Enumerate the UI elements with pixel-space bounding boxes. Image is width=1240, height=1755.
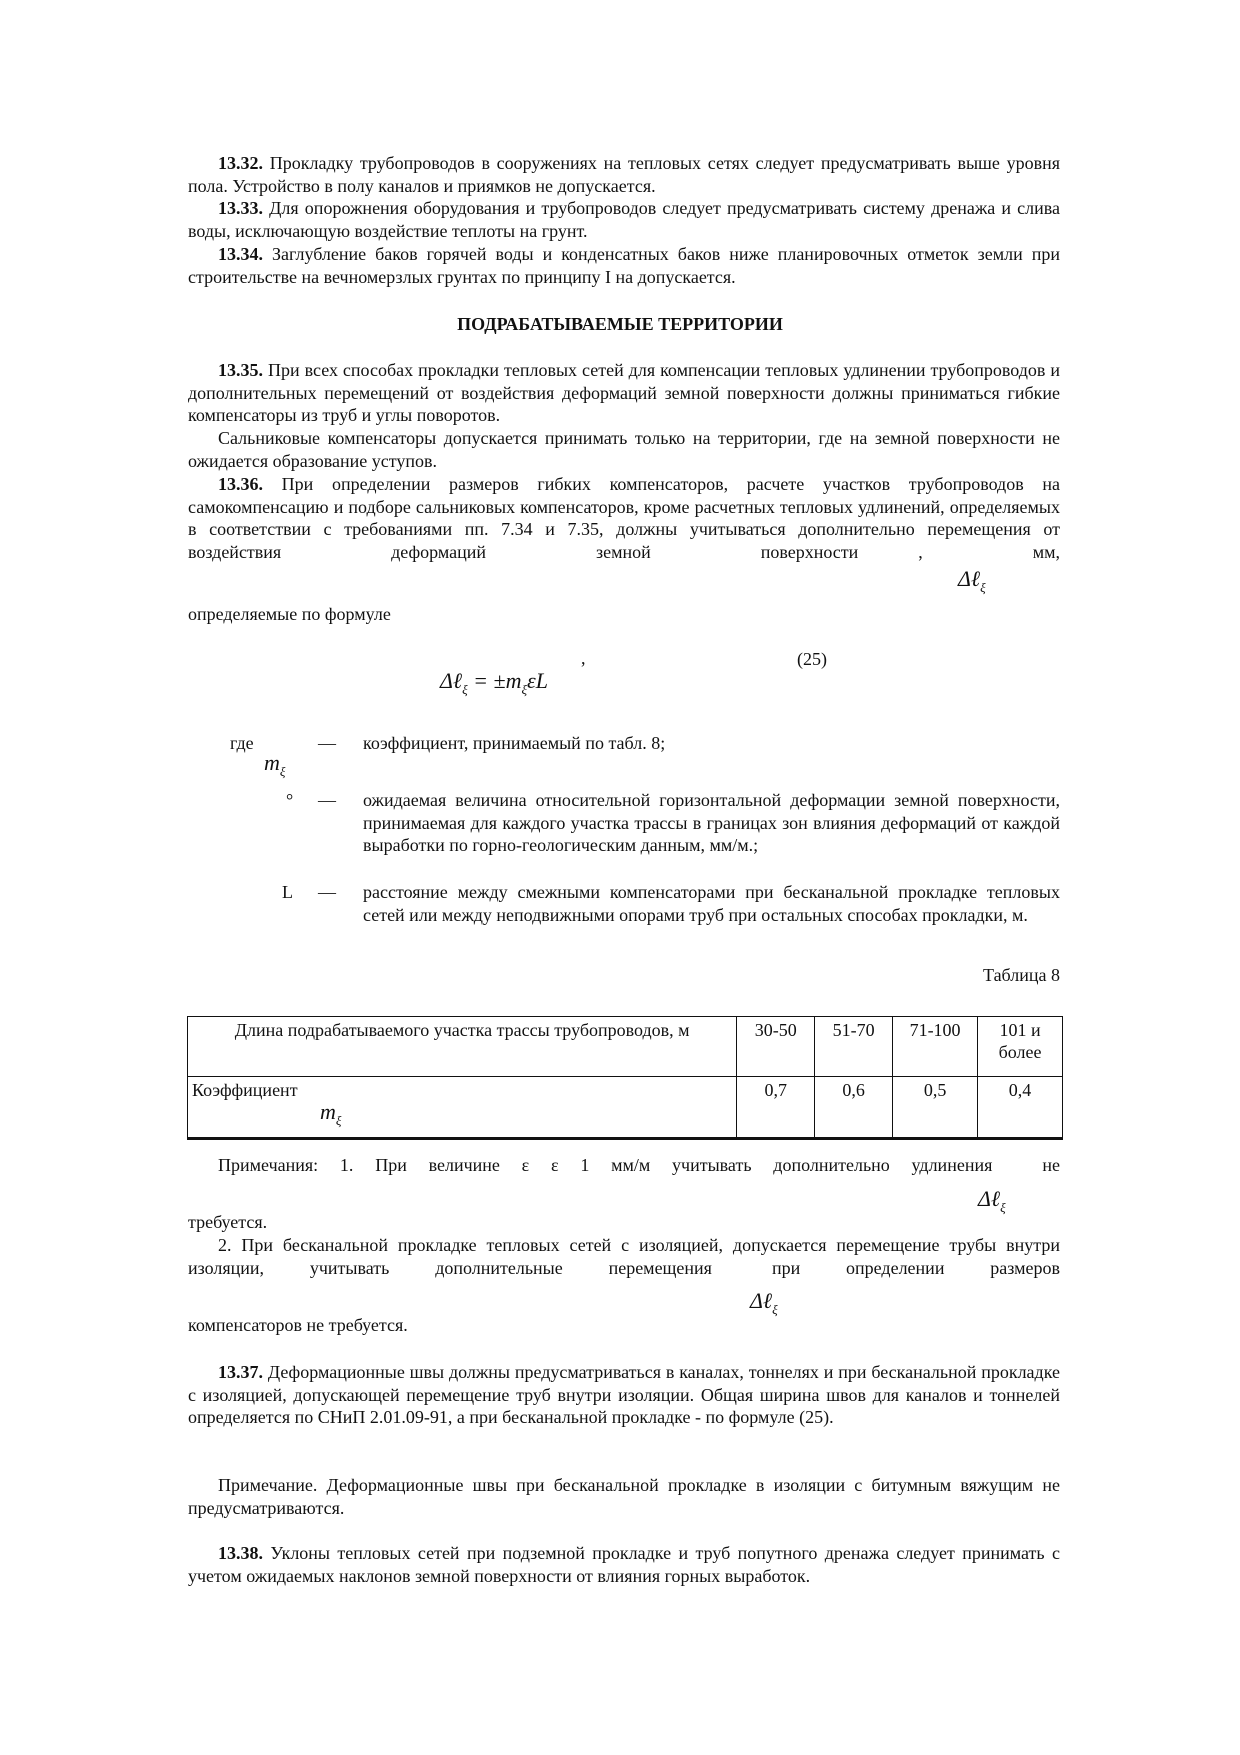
note-2-end: компенсаторов не требуется. <box>188 1315 408 1335</box>
epsilon-description: ожидаемая величина относительной горизонтальной деформации земной поверхности, принимаемая для каждого участка трассы в границах зон влияния деформаций от каждой выработки по горно-геологическим данным, мм/м.; <box>363 790 1060 856</box>
delta-l: Δℓ <box>750 1288 773 1313</box>
value-cell: 0,5 <box>893 1077 978 1139</box>
paragraph-13-37 <box>188 1361 1060 1429</box>
paragraph-salnik: Сальниковые компенсаторы допускается принимать только на территории, где на земной поверхности не ожидается образование уступов. <box>188 428 1060 471</box>
formula-eq: = ±m <box>467 668 522 693</box>
where-label: где <box>230 733 254 753</box>
xi-subscript: ξ <box>462 682 468 697</box>
clause-number: 13.38. <box>218 1543 263 1563</box>
table-row <box>188 1077 1063 1139</box>
note-1-end: требуется. <box>188 1212 268 1232</box>
paragraph-13-34 <box>188 243 1060 288</box>
note-2-text-tail: при определении размеров <box>771 1257 1060 1278</box>
L-description: расстояние между смежными компенсаторами при бесканальной прокладке тепловых сетей или между неподвижными опорами труб при остальных способах прокладки, м. <box>363 882 1060 925</box>
dash: — <box>318 882 336 902</box>
note-deformation-joints: Примечание. Деформационные швы при бесканальной прокладке в изоляции с битумным вяжущим не предусматриваются. <box>188 1475 1060 1518</box>
clause-number: 13.37. <box>218 1362 263 1382</box>
clause-text: Прокладку трубопроводов в сооружениях на тепловых сетях следует предусматривать выше уровня пола. Устройство в полу каналов и приямков не допускается. <box>188 153 1061 196</box>
table-caption: Таблица 8 <box>983 965 1060 985</box>
clause-number: 13.35. <box>218 360 263 380</box>
clause-text-tail: , мм, <box>918 541 1060 562</box>
clause-number: 13.33. <box>218 198 263 218</box>
note-2 <box>188 1234 1060 1279</box>
equation-number: (25) <box>797 649 827 669</box>
m-xi-symbol <box>264 752 285 783</box>
clause-text: При всех способах прокладки тепловых сетей для компенсации тепловых удлинении трубопроводов и дополнительных перемещений от воздействия деформаций земной поверхности должны приниматься гибкие компенсаторы из труб и углы поворотов. <box>188 360 1060 426</box>
formula-rest: εL <box>527 668 548 693</box>
value-cell: 0,6 <box>815 1077 893 1139</box>
note-2-text: 2. При бесканальной прокладке тепловых сетей с изоляцией, допускается перемещение трубы внутри изоляции, учитывать дополнительные перемещения <box>188 1235 1060 1278</box>
m-description: коэффициент, принимаемый по табл. 8; <box>363 733 666 753</box>
clause-number: 13.32. <box>218 153 263 173</box>
note-1-text-tail: не <box>1042 1155 1060 1175</box>
row-label-cell <box>188 1077 737 1139</box>
clause-number: 13.36. <box>218 474 263 494</box>
xi-subscript: ξ <box>335 1113 342 1128</box>
m: m <box>264 750 280 775</box>
xi-subscript: ξ <box>279 764 286 779</box>
header-cell: Длина подрабатываемого участка трассы трубопроводов, м <box>188 1017 737 1077</box>
xi-subscript: ξ <box>980 580 986 595</box>
paragraph-13-38 <box>188 1542 1060 1587</box>
xi-subscript: ξ <box>1000 1200 1006 1215</box>
paragraph-13-33 <box>188 197 1060 242</box>
value-cell: 0,7 <box>737 1077 815 1139</box>
coefficient-table <box>187 1016 1063 1140</box>
formula-25 <box>440 670 548 701</box>
formula-intro: определяемые по формуле <box>188 604 391 624</box>
xi-subscript: ξ <box>772 1302 778 1317</box>
header-cell: 71-100 <box>893 1017 978 1077</box>
delta-l: Δℓ <box>978 1186 1001 1211</box>
epsilon-symbol: ° <box>286 790 294 810</box>
header-cell: 30-50 <box>737 1017 815 1077</box>
m-xi-symbol <box>192 1101 732 1132</box>
dash: — <box>318 790 336 810</box>
delta-l-symbol <box>978 1188 1006 1219</box>
clause-text: При определении размеров гибких компенсаторов, расчете участков трубопроводов на самокомпенсацию и подборе сальниковых компенсаторов, кроме расчетных тепловых удлинений, определяемых в соответствии с требованиями пп. 7.34 и 7.35, должны учитываться дополнительно перемещения от воздействия деформаций земной поверхности <box>188 474 1060 562</box>
formula-comma: , <box>581 648 586 668</box>
xi-subscript: ξ <box>521 682 528 697</box>
note-1-text: Примечания: 1. При величине ε ε 1 мм/м учитывать дополнительно удлинения <box>218 1155 993 1175</box>
header-cell: 51-70 <box>815 1017 893 1077</box>
row-label: Коэффициент <box>192 1080 298 1100</box>
clause-number: 13.34. <box>218 244 263 264</box>
header-cell: 101 и более <box>978 1017 1063 1077</box>
L-symbol: L <box>282 882 293 902</box>
value-cell: 0,4 <box>978 1077 1063 1139</box>
delta-l-symbol <box>958 568 986 599</box>
clause-text: Для опорожнения оборудования и трубопроводов следует предусматривать систему дренажа и слива воды, исключающую воздействие теплоты на грунт. <box>188 198 1061 241</box>
section-heading: ПОДРАБАТЫВАЕМЫЕ ТЕРРИТОРИИ <box>457 314 783 334</box>
paragraph-13-32 <box>188 152 1060 197</box>
delta-l: Δℓ <box>958 566 981 591</box>
m: m <box>320 1099 336 1124</box>
paragraph-13-35 <box>188 359 1060 427</box>
delta-l-symbol <box>750 1290 778 1321</box>
clause-text: Уклоны тепловых сетей при подземной прокладке и труб попутного дренажа следует принимать с учетом ожидаемых наклонов земной поверхности от влияния горных выработок. <box>188 1543 1061 1586</box>
dash: — <box>318 733 336 753</box>
clause-text: Заглубление баков горячей воды и конденсатных баков ниже планировочных отметок земли при строительстве на вечномерзлых грунтах по принципу I на допускается. <box>188 244 1060 287</box>
paragraph-13-36 <box>188 473 1060 563</box>
clause-text: Деформационные швы должны предусматриваться в каналах, тоннелях и при бесканальной прокладке с изоляцией, допускающей перемещение труб внутри изоляции. Общая ширина швов для каналов и тоннелей определяется по СНиП 2.01.09-91, а при бесканальной прокладке - по формуле (25). <box>188 1362 1060 1428</box>
note-1 <box>218 1154 1060 1176</box>
delta-l: Δℓ <box>440 668 463 693</box>
table-header-row <box>188 1017 1063 1077</box>
